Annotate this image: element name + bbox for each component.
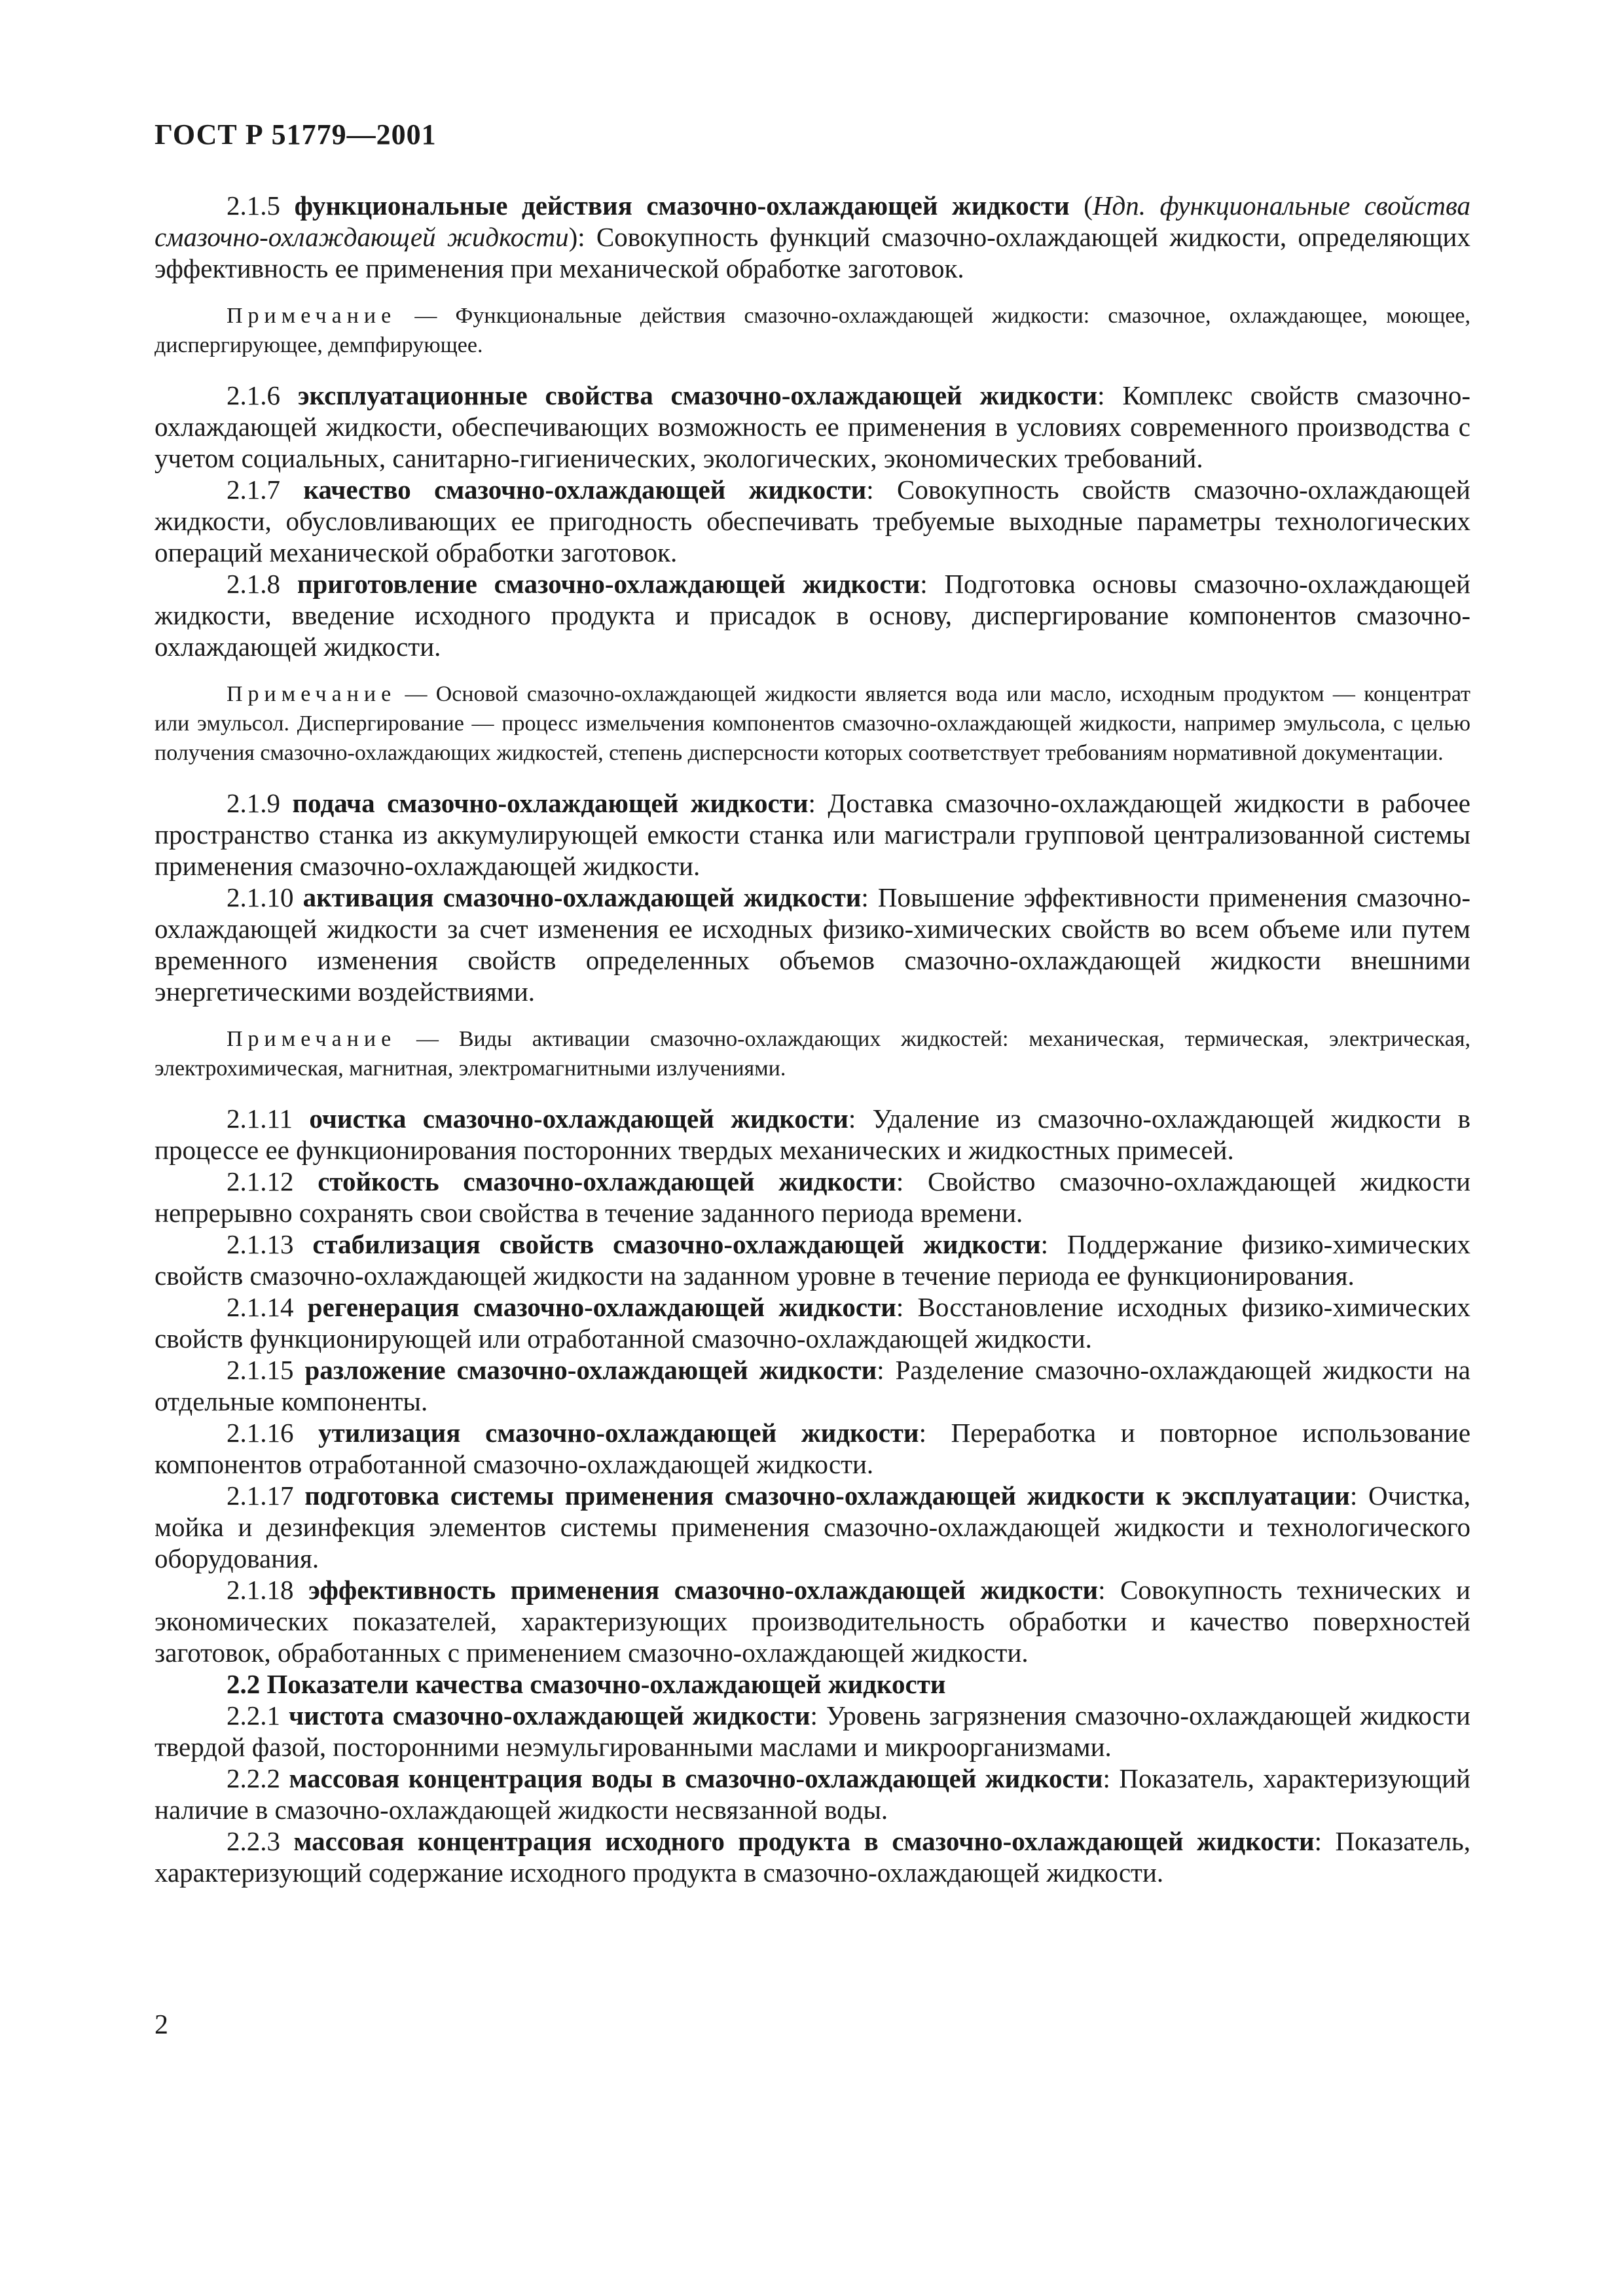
definition-2-2-1: 2.2.1 чистота смазочно-охлаждающей жидкости: Уровень загрязнения смазочно-охлаждающей жидкости твердой фазой, посторонними неэмульгированными маслами и микроорганизмами.: [155, 1700, 1470, 1762]
standard-header: ГОСТ Р 51779—2001: [155, 118, 437, 151]
definition-2-1-16: 2.1.16 утилизация смазочно-охлаждающей жидкости: Переработка и повторное использование компонентов отработанной смазочно-охлаждающей жидкости.: [155, 1418, 1471, 1479]
definition-2-1-13: 2.1.13 стабилизация свойств смазочно-охлаждающей жидкости: Поддержание физико-химических свойств смазочно-охлаждающей жидкости на заданном уровне в течение периода ее функционирования.: [155, 1229, 1470, 1291]
clause-number: 2.1.5: [227, 190, 280, 221]
note-1: [155, 301, 1470, 360]
page-number: 2: [155, 2010, 168, 2040]
definition-text: ): Совокупность функций смазочно-охлаждающей жидкости, определяющих эффективность ее применения при механической обработке заготовок.: [155, 222, 1471, 283]
document-body: [155, 190, 1470, 1888]
definition-2-1-11: 2.1.11 очистка смазочно-охлаждающей жидкости: Удаление из смазочно-охлаждающей жидкости в процессе ее функционирования посторонних твердых механических и жидкостных примесей.: [155, 1103, 1471, 1165]
term: функциональные действия смазочно-охлаждающей жидкости: [294, 190, 1070, 221]
definition-2-1-15: 2.1.15 разложение смазочно-охлаждающей жидкости: Разделение смазочно-охлаждающей жидкости на отдельные компоненты.: [155, 1355, 1470, 1416]
note-text: — Функциональные действия смазочно-охлаждающей жидкости: смазочное, охлаждающее, моющее, диспергирующее, демпфирующее.: [155, 304, 1470, 357]
definition-2-1-5: 2.1.5 функциональные действия смазочно-охлаждающей жидкости (Ндп. функциональные свойства смазочно-охлаждающей жидкости): Совокупность функций смазочно-охлаждающей жидкости, определяющих эффективность ее применения при механической обработке заготовок.: [155, 190, 1471, 283]
note-text: — Виды активации смазочно-охлаждающих жидкостей: механическая, термическая, электрическая, электрохимическая, магнитная, электромагнитными излучениями.: [155, 1027, 1470, 1081]
note-label: Примечание: [227, 304, 397, 328]
note-3: [155, 1024, 1470, 1083]
definition-2-1-8: 2.1.8 приготовление смазочно-охлаждающей жидкости: Подготовка основы смазочно-охлаждающей жидкости, введение исходного продукта и присадок в основу, диспергирование компонентов смазочно-охлаждающей жидкости.: [155, 569, 1470, 662]
definition-2-1-12: 2.1.12 стойкость смазочно-охлаждающей жидкости: Свойство смазочно-охлаждающей жидкости непрерывно сохранять свои свойства в течение заданного периода времени.: [155, 1166, 1471, 1228]
deprecated-term: Ндп. функциональные свойства смазочно-охлаждающей жидкости: [155, 190, 1471, 252]
definition-2-1-17: 2.1.17 подготовка системы применения смазочно-охлаждающей жидкости к эксплуатации: Очистка, мойка и дезинфекция элементов системы применения смазочно-охлаждающей жидкости и технологического оборудования.: [155, 1480, 1470, 1573]
note-label: Примечание: [227, 1027, 397, 1051]
definition-2-1-6: 2.1.6 эксплуатационные свойства смазочно-охлаждающей жидкости: Комплекс свойств смазочно-охлаждающей жидкости, обеспечивающих возможность ее применения в условиях современного производства с учетом социальных, санитарно-гигиенических, экологических, экономических требований.: [155, 380, 1470, 473]
definition-2-1-18: 2.1.18 эффективность применения смазочно-охлаждающей жидкости: Совокупность технических и экономических показателей, характеризующих производительность обработки и качество поверхностей заготовок, обработанных с применением смазочно-охлаждающей жидкости.: [155, 1575, 1470, 1668]
note-text: — Основой смазочно-охлаждающей жидкости является вода или масло, исходным продуктом — концентрат или эмульсол. Диспергирование — процесс измельчения компонентов смазочно-охлаждающей жидкости, например эмульсола, с целью получения смазочно-охлаждающих жидкостей, степень дисперсности которых соответствует требованиям нормативной документации.: [155, 682, 1470, 765]
definition-2-1-7: 2.1.7 качество смазочно-охлаждающей жидкости: Совокупность свойств смазочно-охлаждающей жидкости, обусловливающих ее пригодность обеспечивать требуемые выходные параметры технологических операций механической обработки заготовок.: [155, 475, 1470, 567]
definition-2-1-9: 2.1.9 подача смазочно-охлаждающей жидкости: Доставка смазочно-охлаждающей жидкости в рабочее пространство станка из аккумулирующей емкости станка или магистрали групповой централизованной системы применения смазочно-охлаждающей жидкости.: [155, 788, 1471, 881]
definition-2-2-3: 2.2.3 массовая концентрация исходного продукта в смазочно-охлаждающей жидкости: Показатель, характеризующий содержание исходного продукта в смазочно-охлаждающей жидкости.: [155, 1826, 1470, 1888]
note-2: [155, 679, 1470, 768]
definition-2-1-10: 2.1.10 активация смазочно-охлаждающей жидкости: Повышение эффективности применения смазочно-охлаждающей жидкости за счет изменения ее исходных физико-химических свойств во всем объеме или путем временного изменения свойств определенных объемов смазочно-охлаждающей жидкости внешними энергетическими воздействиями.: [155, 882, 1470, 1007]
note-label: Примечание: [227, 682, 397, 706]
definition-2-2-2: 2.2.2 массовая концентрация воды в смазочно-охлаждающей жидкости: Показатель, характеризующий наличие в смазочно-охлаждающей жидкости несвязанной воды.: [155, 1763, 1470, 1825]
section-heading-2-2: 2.2 Показатели качества смазочно-охлаждающей жидкости: [227, 1669, 946, 1699]
definition-2-1-14: 2.1.14 регенерация смазочно-охлаждающей жидкости: Восстановление исходных физико-химических свойств функционирующей или отработанной смазочно-охлаждающей жидкости.: [155, 1292, 1470, 1354]
